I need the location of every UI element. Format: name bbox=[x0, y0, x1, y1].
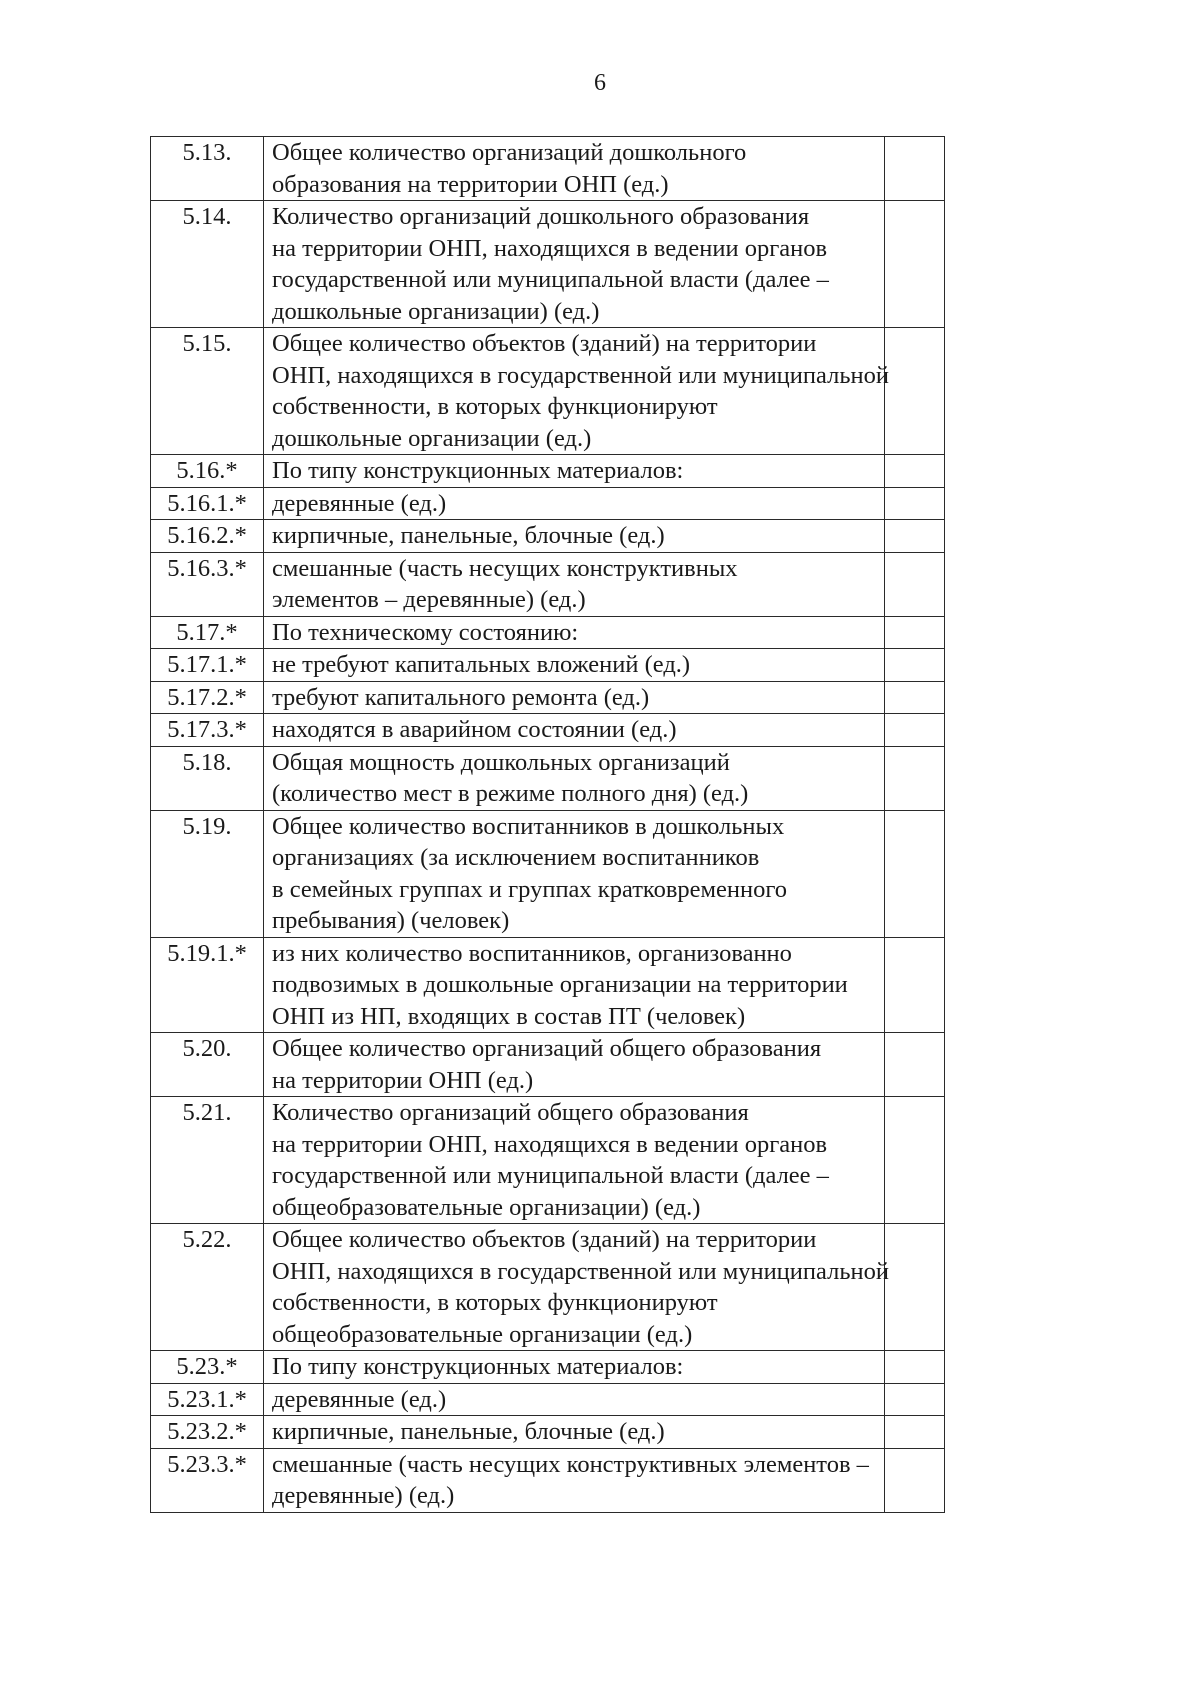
table-row bbox=[151, 1033, 945, 1097]
table-row bbox=[151, 1351, 945, 1384]
table-row bbox=[151, 552, 945, 616]
value-cell[interactable] bbox=[885, 520, 945, 553]
table-row bbox=[151, 201, 945, 328]
description-line: деревянные) (ед.) bbox=[272, 1482, 455, 1509]
table-row bbox=[151, 137, 945, 201]
description-line: образования на территории ОНП (ед.) bbox=[272, 170, 669, 198]
row-description bbox=[264, 487, 885, 520]
table-row bbox=[151, 328, 945, 455]
table-row bbox=[151, 810, 945, 937]
description-line: ОНП, находящихся в государственной или муниципальной bbox=[272, 361, 889, 389]
description-line: Общее количество организаций общего образования bbox=[272, 1035, 822, 1062]
value-cell[interactable] bbox=[885, 1448, 945, 1512]
table-row bbox=[151, 649, 945, 682]
value-cell[interactable] bbox=[885, 137, 945, 201]
description-line: на территории ОНП (ед.) bbox=[272, 1066, 534, 1094]
row-number: 5.17.* bbox=[151, 616, 264, 649]
description-line: государственной или муниципальной власти (далее – bbox=[272, 266, 829, 293]
description-line: Общее количество объектов (зданий) на территории bbox=[272, 330, 817, 357]
description-line: собственности, в которых функционируют bbox=[272, 393, 718, 420]
row-description bbox=[264, 1033, 885, 1097]
table-row bbox=[151, 520, 945, 553]
description-line: дошкольные организации (ед.) bbox=[272, 424, 592, 452]
row-number: 5.17.1.* bbox=[151, 649, 264, 682]
value-cell[interactable] bbox=[885, 810, 945, 937]
row-number: 5.17.3.* bbox=[151, 714, 264, 747]
table-row bbox=[151, 616, 945, 649]
description-line: Количество организаций общего образования bbox=[272, 1099, 749, 1126]
row-number: 5.16.2.* bbox=[151, 520, 264, 553]
row-number: 5.17.2.* bbox=[151, 681, 264, 714]
table-body bbox=[151, 137, 945, 1513]
description-line: Количество организаций дошкольного образования bbox=[272, 203, 810, 230]
description-line: кирпичные, панельные, блочные (ед.) bbox=[272, 522, 665, 549]
value-cell[interactable] bbox=[885, 937, 945, 1033]
description-line: ОНП из НП, входящих в состав ПТ (человек) bbox=[272, 1002, 746, 1030]
row-number: 5.15. bbox=[151, 328, 264, 455]
description-line: подвозимых в дошкольные организации на территории bbox=[272, 971, 848, 998]
page-number: 6 bbox=[594, 70, 606, 96]
description-line: деревянные (ед.) bbox=[272, 1385, 447, 1413]
description-line: Общее количество воспитанников в дошкольных bbox=[272, 812, 785, 840]
description-line: Общее количество объектов (зданий) на территории bbox=[272, 1226, 817, 1253]
table-row bbox=[151, 487, 945, 520]
description-line: смешанные (часть несущих конструктивных элементов – bbox=[272, 1450, 869, 1478]
row-number: 5.19.1.* bbox=[151, 937, 264, 1033]
row-description bbox=[264, 552, 885, 616]
table-row bbox=[151, 1416, 945, 1449]
description-line: на территории ОНП, находящихся в ведении органов bbox=[272, 1130, 828, 1158]
row-description bbox=[264, 455, 885, 488]
row-description bbox=[264, 1351, 885, 1384]
row-description bbox=[264, 1224, 889, 1351]
description-line: на территории ОНП, находящихся в ведении органов bbox=[272, 234, 828, 262]
description-line: элементов – деревянные) (ед.) bbox=[272, 586, 586, 613]
description-line: (количество мест в режиме полного дня) (ед.) bbox=[272, 780, 749, 807]
row-number: 5.16.* bbox=[151, 455, 264, 488]
description-line: из них количество воспитанников, организованно bbox=[272, 939, 792, 967]
value-cell[interactable] bbox=[885, 1351, 945, 1384]
value-cell[interactable] bbox=[885, 201, 945, 328]
row-description bbox=[264, 1097, 885, 1224]
table-row bbox=[151, 1448, 945, 1512]
row-number: 5.18. bbox=[151, 746, 264, 810]
description-line: Общее количество организаций дошкольного bbox=[272, 139, 747, 166]
value-cell[interactable] bbox=[885, 649, 945, 682]
row-number: 5.22. bbox=[151, 1224, 264, 1351]
table-row bbox=[151, 1224, 945, 1351]
row-number: 5.23.* bbox=[151, 1351, 264, 1384]
value-cell[interactable] bbox=[885, 681, 945, 714]
row-number: 5.14. bbox=[151, 201, 264, 328]
row-number: 5.20. bbox=[151, 1033, 264, 1097]
description-line: смешанные (часть несущих конструктивных bbox=[272, 554, 738, 582]
description-line: По типу конструкционных материалов: bbox=[272, 1353, 684, 1380]
row-description bbox=[264, 616, 885, 649]
description-line: организациях (за исключением воспитанников bbox=[272, 844, 760, 871]
description-line: находятся в аварийном состоянии (ед.) bbox=[272, 716, 677, 743]
value-cell[interactable] bbox=[885, 328, 945, 455]
row-number: 5.13. bbox=[151, 137, 264, 201]
value-cell[interactable] bbox=[885, 714, 945, 747]
description-line: не требуют капитальных вложений (ед.) bbox=[272, 651, 691, 678]
description-line: деревянные (ед.) bbox=[272, 489, 447, 517]
row-number: 5.23.1.* bbox=[151, 1383, 264, 1416]
value-cell[interactable] bbox=[885, 455, 945, 488]
indicator-table bbox=[150, 136, 945, 1513]
description-line: По типу конструкционных материалов: bbox=[272, 457, 684, 484]
table-row bbox=[151, 455, 945, 488]
row-number: 5.16.1.* bbox=[151, 487, 264, 520]
table-row bbox=[151, 1383, 945, 1416]
row-description bbox=[264, 520, 885, 553]
description-line: в семейных группах и группах кратковременного bbox=[272, 875, 788, 903]
row-description bbox=[264, 810, 885, 937]
row-description bbox=[264, 681, 885, 714]
description-line: собственности, в которых функционируют bbox=[272, 1289, 718, 1316]
row-description bbox=[264, 714, 885, 747]
row-description bbox=[264, 649, 885, 682]
row-number: 5.23.3.* bbox=[151, 1448, 264, 1512]
description-line: пребывания) (человек) bbox=[272, 907, 510, 934]
row-description bbox=[264, 201, 885, 328]
description-line: общеобразовательные организации) (ед.) bbox=[272, 1193, 701, 1221]
description-line: ОНП, находящихся в государственной или муниципальной bbox=[272, 1257, 889, 1285]
description-line: кирпичные, панельные, блочные (ед.) bbox=[272, 1418, 665, 1445]
value-cell[interactable] bbox=[885, 552, 945, 616]
value-cell[interactable] bbox=[885, 1383, 945, 1416]
row-description bbox=[264, 746, 885, 810]
table-row bbox=[151, 746, 945, 810]
row-description bbox=[264, 1448, 885, 1512]
value-cell[interactable] bbox=[885, 1097, 945, 1224]
row-description bbox=[264, 1383, 885, 1416]
table-row bbox=[151, 937, 945, 1033]
description-line: Общая мощность дошкольных организаций bbox=[272, 748, 730, 776]
row-number: 5.19. bbox=[151, 810, 264, 937]
description-line: требуют капитального ремонта (ед.) bbox=[272, 683, 650, 711]
row-number: 5.23.2.* bbox=[151, 1416, 264, 1449]
description-line: общеобразовательные организации (ед.) bbox=[272, 1320, 693, 1348]
value-cell[interactable] bbox=[885, 1033, 945, 1097]
row-number: 5.21. bbox=[151, 1097, 264, 1224]
row-description bbox=[264, 137, 885, 201]
description-line: государственной или муниципальной власти (далее – bbox=[272, 1162, 829, 1189]
row-description bbox=[264, 937, 885, 1033]
value-cell[interactable] bbox=[885, 1416, 945, 1449]
value-cell[interactable] bbox=[885, 616, 945, 649]
value-cell[interactable] bbox=[885, 1224, 945, 1351]
row-description bbox=[264, 328, 889, 455]
value-cell[interactable] bbox=[885, 746, 945, 810]
description-line: По техническому состоянию: bbox=[272, 618, 579, 646]
row-number: 5.16.3.* bbox=[151, 552, 264, 616]
table-row bbox=[151, 1097, 945, 1224]
table-row bbox=[151, 714, 945, 747]
description-line: дошкольные организации) (ед.) bbox=[272, 297, 600, 325]
table-row bbox=[151, 681, 945, 714]
row-description bbox=[264, 1416, 885, 1449]
value-cell[interactable] bbox=[885, 487, 945, 520]
